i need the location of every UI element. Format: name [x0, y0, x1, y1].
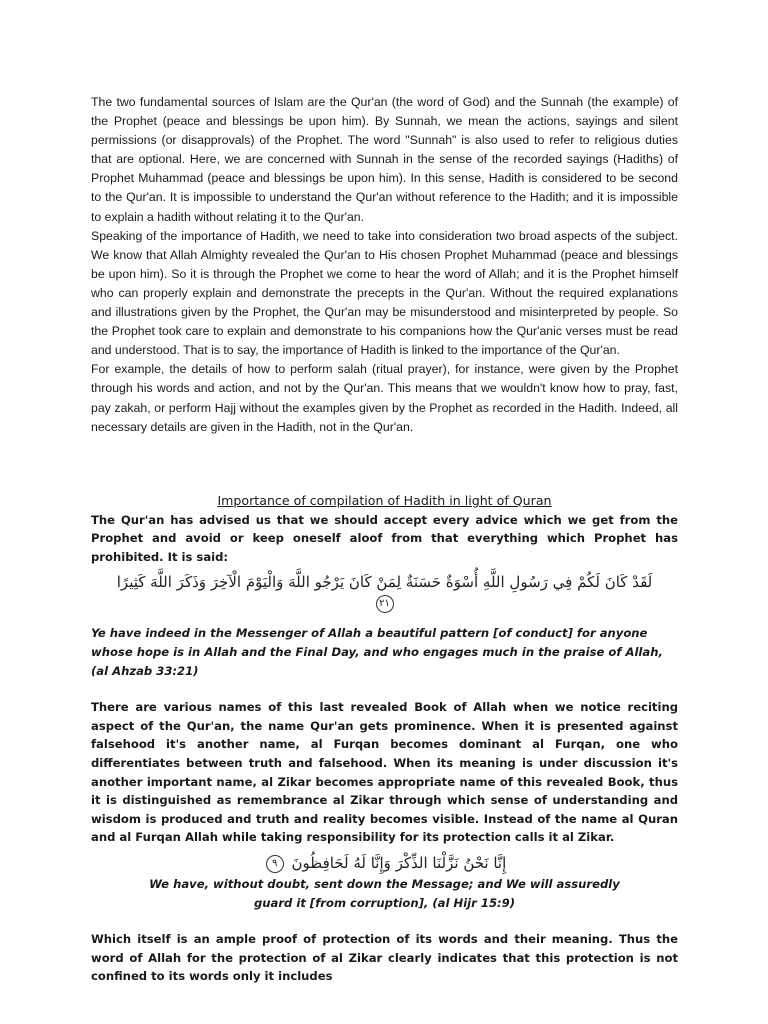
arabic-verse-hijr-text: إِنَّا نَحْنُ نَزَّلْنَا الذِّكْرَ وَإِنَّا لَهُ لَحَافِظُونَ: [291, 853, 507, 872]
spacer: [91, 912, 678, 930]
arabic-verse-ahzab: لَقَدْ كَانَ لَكُمْ فِي رَسُولِ اللَّهِ أُسْوَةٌ حَسَنَةٌ لِمَنْ كَانَ يَرْجُو اللَّهَ وَالْيَوْمَ الْآخِرَ وَذَكَرَ اللَّهَ كَثِيرًا: [116, 573, 653, 592]
verse-translation-hijr-line-2: guard it [from corruption], (al Hijr 15:9): [253, 895, 516, 910]
intro-paragraph-3: For example, the details of how to perform salah (ritual prayer), for instance, were given by the Prophet through his words and action, and not by the Qur'an. This means that we wouldn't know how to pray, fast, pay zakah, or perform Hajj without the examples given by the Prophet as recorded in the Hadith. Indeed, all necessary details are given in the Hadith, not in the Qur'an.: [91, 362, 678, 434]
spacer: [91, 680, 678, 698]
section-lead-paragraph: The Qur'an has advised us that we should accept every advice which we get from the Prophet and avoid or keep oneself aloof from that everything which Prophet has prohibited. It is said:: [91, 512, 678, 564]
verse-translation-ahzab: Ye have indeed in the Messenger of Allah a beautiful pattern [of conduct] for anyone whose hope is in Allah and the Final Day, and who engages much in the praise of Allah, (al Ahzab 33:21): [91, 626, 663, 678]
intro-paragraph-1: The two fundamental sources of Islam are the Qur'an (the word of God) and the Sunnah (the example) of the Prophet (peace and blessings be upon him). By Sunnah, we mean the actions, sayings and silent permissions (or disapprovals) of the Prophet. The word "Sunnah" is also used to refer to religious duties that are optional. Here, we are concerned with Sunnah in the sense of the recorded sayings (Hadiths) of Prophet Muhammad (peace and blessings be upon him). In this sense, Hadith is considered to be second to the Qur'an. It is impossible to understand the Qur'an without reference to the Hadith; and it is impossible to explain a hadith without relating it to the Qur'an.: [91, 95, 678, 224]
verse-translation-hijr-line-1: We have, without doubt, sent down the Message; and We will assuredly: [149, 876, 620, 891]
section-heading: Importance of compilation of Hadith in light of Quran: [217, 493, 552, 508]
protection-paragraph: Which itself is an ample proof of protection of its words and their meaning. Thus the word of Allah for the protection of al Zikar clearly indicates that this protection is not confined to its words only it includes: [91, 932, 678, 984]
names-of-quran-paragraph: There are various names of this last revealed Book of Allah when we notice reciting aspect of the Qur'an, the name Qur'an gets prominence. When it is presented against falsehood it's another name, al Furqan becomes dominant al Furqan, one who differentiates between truth and falsehood. When its meaning is under discussion it's another important name, al Zikar becomes appropriate name of this revealed Book, thus it is distinguished as remembrance al Zikar through which sense of understanding and wisdom is produced and truth and reality becomes visible. Instead of the name al Quran and al Furqan Allah while taking responsibility for its protection calls it al Zikar.: [91, 700, 678, 845]
verse-number-line: [91, 594, 678, 616]
hadith-section: [91, 492, 678, 986]
ayah-number-icon: ٩: [266, 855, 284, 873]
ayah-number-icon: ٢١: [376, 595, 394, 613]
arabic-verse-hijr: [91, 851, 678, 875]
intro-text: [91, 93, 678, 437]
intro-paragraph-2: Speaking of the importance of Hadith, we need to take into consideration two broad aspects of the subject. We know that Allah Almighty revealed the Qur'an to His chosen Prophet Muhammad (peace and blessings be upon him). So it is through the Prophet we come to hear the word of Allah; and it is the Prophet himself who can properly explain and demonstrate the precepts in the Qur'an. Without the required explanations and illustrations given by the Prophet, the Qur'an may be misunderstood and misinterpreted by people. So the Prophet took care to explain and demonstrate to his companions how the Qur'anic verses must be read and understood. That is to say, the importance of Hadith is linked to the importance of the Qur'an.: [91, 228, 678, 358]
